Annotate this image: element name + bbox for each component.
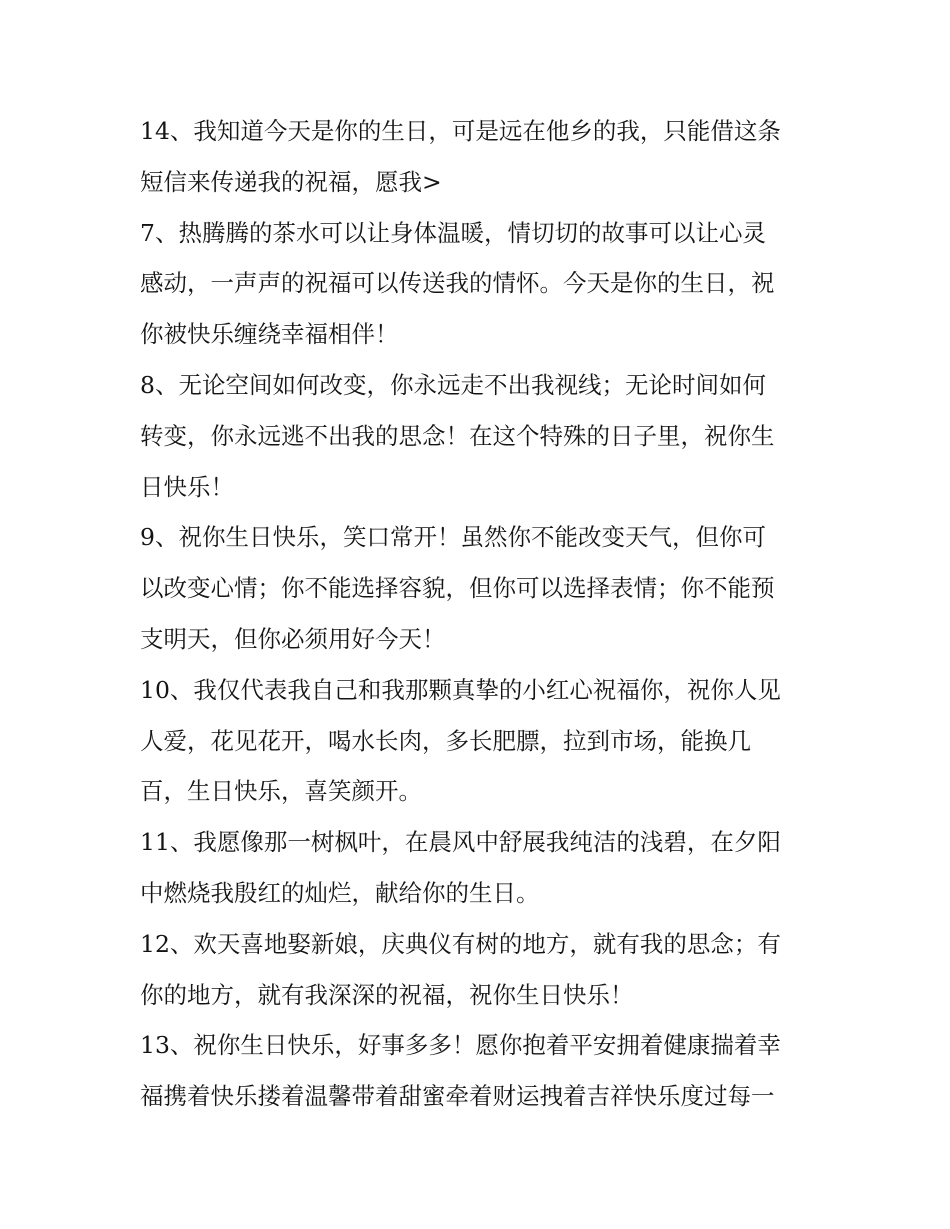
paragraph-14 <box>140 106 820 208</box>
text-line: 支明天，但你必须用好今天！ <box>140 624 446 653</box>
text-line: 9、祝你生日快乐，笑口常开！虽然你不能改变天气，但你可 <box>140 523 766 552</box>
text-line: 14、我知道今天是你的生日，可是远在他乡的我，只能借这条 <box>140 117 781 145</box>
text-line: 感动，一声声的祝福可以传送我的情怀。今天是你的生日，祝 <box>140 269 775 298</box>
paragraph-11 <box>140 817 820 919</box>
text-line: 10、我仅代表我自己和我那颗真挚的小红心祝福你，祝你人见 <box>140 675 781 704</box>
text-line: 福携着快乐搂着温馨带着甜蜜牵着财运拽着吉祥快乐度过每一 <box>140 1082 775 1111</box>
text-line: 短信来传递我的祝福，愿我> <box>140 167 442 196</box>
text-line: 转变，你永远逃不出我的思念！在这个特殊的日子里，祝你生 <box>140 421 775 450</box>
paragraph-9 <box>140 512 820 664</box>
paragraph-10 <box>140 665 820 817</box>
paragraph-8 <box>140 360 820 512</box>
paragraph-7 <box>140 208 820 360</box>
paragraph-13 <box>140 1020 820 1122</box>
text-line: 13、祝你生日快乐，好事多多！愿你抱着平安拥着健康揣着幸 <box>140 1031 781 1060</box>
text-line: 你的地方，就有我深深的祝福，祝你生日快乐！ <box>140 980 634 1009</box>
text-line: 你被快乐缠绕幸福相伴！ <box>140 320 399 349</box>
paragraph-12 <box>140 919 820 1021</box>
text-line: 百，生日快乐，喜笑颜开。 <box>140 777 422 806</box>
text-line: 12、欢天喜地娶新娘，庆典仪有树的地方，就有我的思念；有 <box>140 929 781 958</box>
text-line: 日快乐！ <box>140 472 234 501</box>
text-line: 7、热腾腾的茶水可以让身体温暖，情切切的故事可以让心灵 <box>140 218 766 247</box>
text-line: 中燃烧我殷红的灿烂，献给你的生日。 <box>140 878 540 907</box>
text-line: 11、我愿像那一树枫叶，在晨风中舒展我纯洁的浅碧，在夕阳 <box>140 828 781 857</box>
text-line: 以改变心情；你不能选择容貌，但你可以选择表情；你不能预 <box>140 574 775 603</box>
text-line: 人爱，花见花开，喝水长肉，多长肥膘，拉到市场，能换几 <box>140 726 751 755</box>
text-line: 8、无论空间如何改变，你永远走不出我视线；无论时间如何 <box>140 370 766 399</box>
document-body <box>140 106 820 1122</box>
